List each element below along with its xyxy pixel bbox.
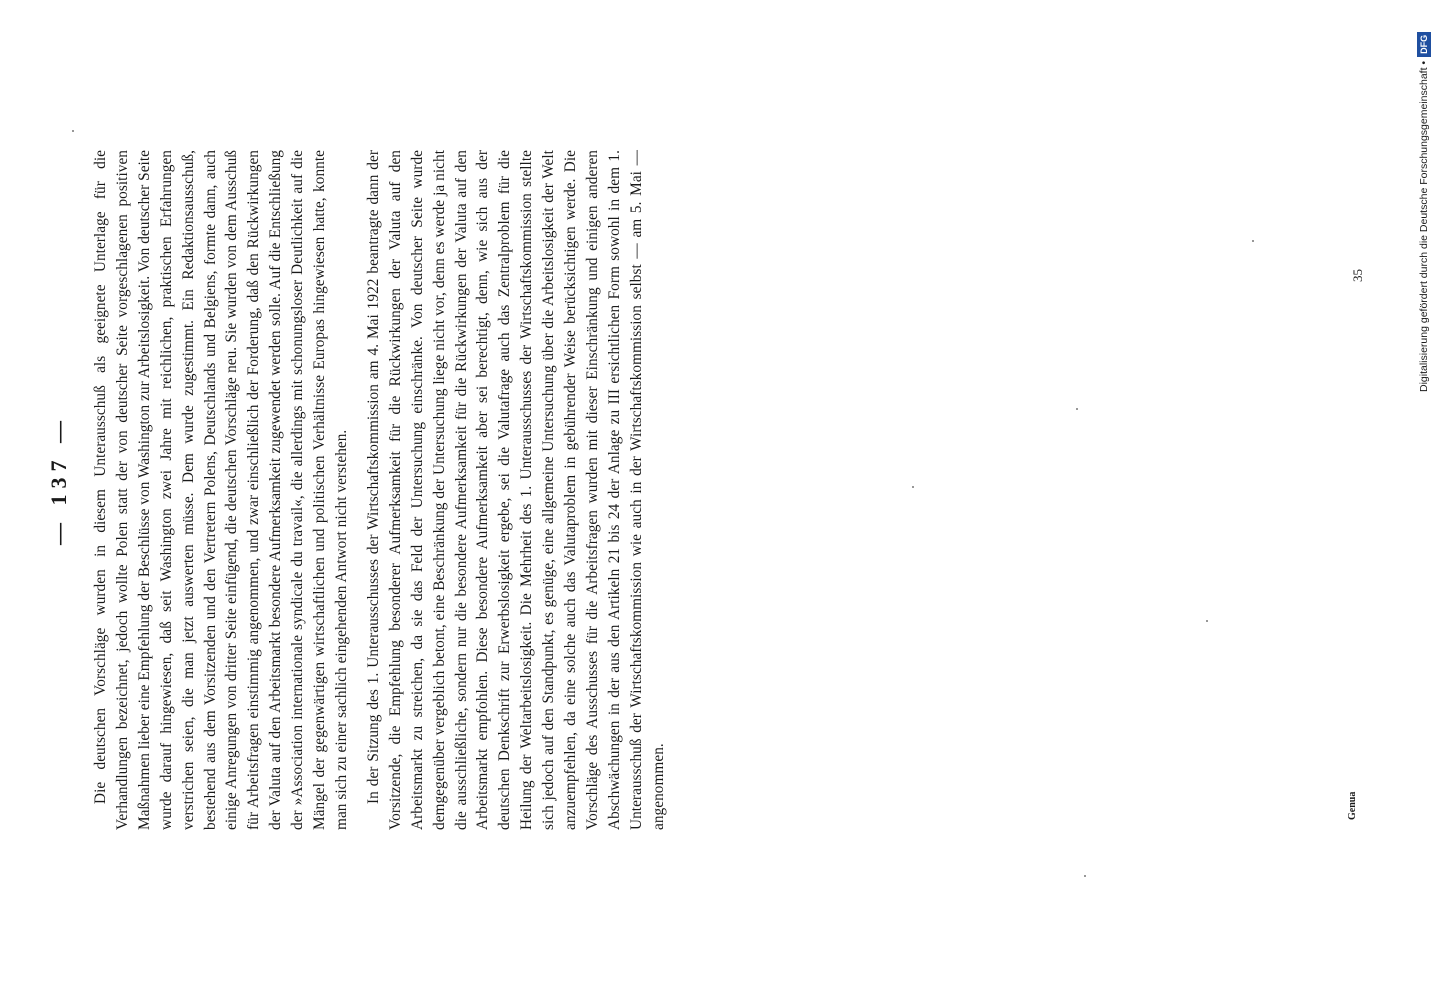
scan-speck [72, 130, 74, 132]
scan-speck [1206, 620, 1208, 622]
digitization-credit [1417, 32, 1431, 392]
scan-speck [912, 486, 914, 488]
scan-speck [1084, 875, 1086, 877]
paragraph-1: Die deutschen Vorschläge wurden in diesem Unterausschuß als geeignete Unterlage für die Verhandlungen bezeichnet, jedoch wollte Polen statt der von deutscher Seite vorgeschlagenen positiven Maßnahmen lieber eine Empfehlung der Beschlüsse von Washington zur Arbeitslosigkeit. Von deutscher Seite wurde darauf hingewiesen, daß seit Washington zwei Jahre mit reichlichen, praktischen Erfahrungen verstrichen seien, die man jetzt auswerten müsse. Dem wurde zugestimmt. Ein Redaktionsausschuß, bestehend aus dem Vorsitzenden und den Vertretern Polens, Deutschlands und Belgiens, formte dann, auch einige Anregungen von dritter Seite einfügend, die deutschen Vorschläge neu. Sie wurden von dem Ausschuß für Arbeitsfragen einstimmig angenommen, und zwar einschließlich der Forderung, daß den Rückwirkungen der Valuta auf den Arbeitsmarkt besondere Aufmerksamkeit zugewendet werden solle. Auf die Entschließung der »Association internationale syndicale du travail«, die allerdings mit schonungsloser Deutlichkeit auf die Mängel der gegenwärtigen wirtschaftlichen und politischen Verhältnisse Europas hingewiesen hatte, konnte man sich zu einer sachlich eingehenden Antwort nicht verstehen. [92, 150, 350, 830]
paragraph-2: In der Sitzung des 1. Unterausschusses der Wirtschaftskommission am 4. Mai 1922 beantragte dann der Vorsitzende, die Empfehlung besonderer Aufmerksamkeit für die Rückwirkungen der Valuta auf den Arbeitsmarkt zu streichen, da sie das Feld der Untersuchung einschränke. Von deutscher Seite wurde demgegenüber vergeblich betont, eine Beschränkung der Untersuchung liege nicht vor, denn es werde ja nicht die ausschließliche, sondern nur die besondere Aufmerksamkeit für die Rückwirkungen der Valuta auf den Arbeitsmarkt empfohlen. Diese besondere Aufmerksamkeit aber sei berechtigt, denn, wie sich aus der deutschen Denkschrift zur Erwerbslosigkeit ergebe, sei die Valutafrage auch das Zentralproblem für die Heilung der Weltarbeitslosigkeit. Die Mehrheit des 1. Unterausschusses der Wirtschaftskommission stellte sich jedoch auf den Standpunkt, es genüge, eine allgemeine Untersuchung über die Arbeitslosigkeit der Welt anzuempfehlen, da eine solche auch das Valutaproblem in gebührender Weise berücksichtigen werde. Die Vorschläge des Ausschusses für die Arbeitsfragen wurden mit dieser Einschränkung und einigen anderen Abschwächungen in der aus den Artikeln 21 bis 24 der Anlage zu III ersichtlichen Form sowohl in dem 1. Unterausschuß der Wirtschaftskommission wie auch in der Wirtschaftskommission selbst — am 5. Mai — angenommen. [364, 150, 667, 830]
page-number: — 137 — [46, 415, 71, 545]
dfg-logo: DFG [1417, 32, 1431, 57]
scan-speck [1252, 240, 1254, 242]
archive-number: 35 [1350, 269, 1365, 282]
body-text [90, 150, 670, 830]
digitization-note: Digitalisierung gefördert durch die Deutsche Forschungsgemeinschaft • [1418, 60, 1430, 392]
scan-speck [1076, 408, 1078, 410]
source-mark: Genua [1347, 791, 1358, 820]
